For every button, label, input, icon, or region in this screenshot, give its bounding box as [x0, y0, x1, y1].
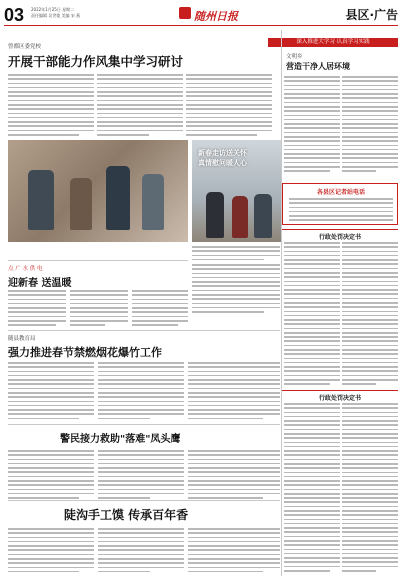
- notice-bottom-body-col1: [284, 403, 340, 574]
- slogan-banner: 深入推进大学习 认真学习实践: [268, 38, 398, 47]
- masthead-logo: [179, 6, 239, 22]
- craftsman-body-col1: [8, 528, 94, 575]
- column-divider: [281, 30, 282, 576]
- notice-bottom-title: 行政处罚决定书: [318, 395, 361, 402]
- fireworks-body-col2: [98, 362, 184, 422]
- notice-top-title: 行政处罚决定书: [318, 234, 361, 241]
- notice-top-body-col1: [284, 242, 340, 388]
- person-figure: [142, 174, 164, 230]
- environment-body-col1: [284, 76, 340, 174]
- section-divider: [8, 500, 280, 501]
- new-year-body-col1: [8, 290, 66, 329]
- visit-photo-caption: 新春走访送关怀 真情慰问暖人心: [198, 149, 247, 167]
- interview-photo: [8, 140, 188, 242]
- study-body-col1: [8, 74, 94, 138]
- environment-kicker: 文明乡: [286, 54, 303, 60]
- notice-divider: [282, 229, 398, 230]
- police-body-col2: [98, 450, 184, 501]
- section-name: 县区·广告: [345, 8, 398, 22]
- new-year-body-col4: [192, 264, 280, 315]
- person-figure: [28, 170, 54, 230]
- fireworks-body-col1: [8, 362, 94, 422]
- study-body-col2: [97, 74, 183, 138]
- craftsman-headline: 陡沟手工馍 传承百年香: [64, 508, 189, 522]
- emblem-icon: [179, 7, 191, 19]
- issue-meta: [31, 7, 80, 18]
- notice-divider: [282, 390, 398, 391]
- page-number: 03: [4, 5, 25, 25]
- police-body-col1: [8, 450, 94, 501]
- section-divider: [8, 330, 280, 331]
- new-year-headline: 迎新春 送温暖: [8, 278, 72, 289]
- environment-headline: 营造干净人居环境: [286, 62, 350, 71]
- notice-bottom-body-col2: [342, 403, 398, 574]
- visit-photo: [192, 140, 282, 242]
- person-figure: [206, 192, 224, 238]
- masthead-title: 随州日报: [194, 10, 238, 23]
- person-figure: [232, 196, 248, 238]
- person-figure: [70, 178, 92, 230]
- person-figure: [254, 194, 272, 238]
- new-year-body-col3: [132, 290, 188, 329]
- fireworks-kicker: 随县教育局: [8, 336, 36, 342]
- police-headline: 警民接力救助"落难"凤头鹰: [60, 434, 181, 445]
- reporters-phone-box: [282, 183, 398, 225]
- new-year-body-col2: [70, 290, 128, 329]
- page-header: [4, 4, 398, 26]
- issue-editors: 责任编辑 吴世俊 美编 宋 燕: [31, 12, 81, 18]
- environment-body-col2: [342, 76, 398, 174]
- police-body-col3: [188, 450, 280, 501]
- issue-date: 2022年1月25日 星期二: [31, 7, 75, 12]
- section-divider: [8, 424, 280, 425]
- section-divider: [8, 260, 188, 261]
- fireworks-headline: 强力推进春节禁燃烟花爆竹工作: [8, 346, 162, 359]
- reporters-list: [289, 198, 393, 224]
- notice-top-body-col2: [342, 242, 398, 388]
- photo-caption-text: [192, 246, 280, 263]
- new-year-kicker: 点 广 水 供 电: [8, 266, 43, 272]
- craftsman-body-col2: [98, 528, 184, 575]
- study-kicker: 曾都区委党校: [8, 44, 42, 50]
- study-headline: 开展干部能力作风集中学习研讨: [8, 54, 184, 69]
- fireworks-body-col3: [188, 362, 280, 422]
- reporters-box-title: 各县区记者站电话: [316, 189, 365, 196]
- person-figure: [106, 166, 130, 230]
- craftsman-body-col3: [188, 528, 280, 575]
- study-body-col3: [186, 74, 272, 138]
